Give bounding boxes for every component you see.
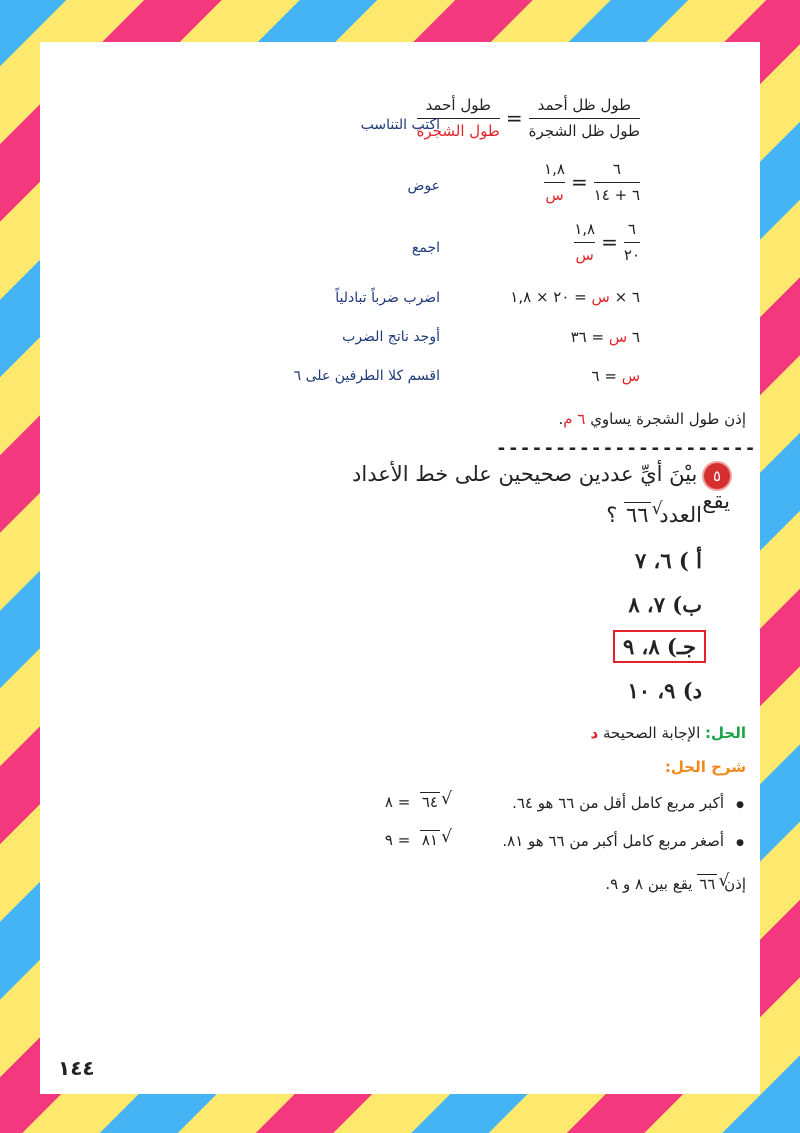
left-fraction: $\frac{\text{طول ظل أحمد}}{\text{طول ظل الشجرة}}$ [528,96,640,140]
conclusion-line: إذن طول الشجرة يساوي ٦ م. [558,410,746,428]
bullet-1-text: أكبر مربع كامل أقل من ٦٦ هو ٦٤. [512,794,724,812]
square-root: ٦٦ √ [624,502,651,527]
bullet-2-text: أصغر مربع كامل أكبر من ٦٦ هو ٨١. [502,832,724,850]
page-number: ١٤٤ [58,1056,95,1080]
step-cross-multiply: اضرب ضرباً تبادلياً [335,290,440,306]
option-a[interactable]: أ ) ٦، ٧ [634,548,702,573]
cross-multiply-row: ٦ × س = ٢٠ × ١,٨ [510,288,640,306]
question-number-badge: ٥ [704,463,730,489]
step-divide: اقسم كلا الطرفين على ٦ [293,368,440,384]
option-d[interactable]: د) ٩، ١٠ [627,678,702,703]
solution-label: الحل: [705,724,746,742]
step-find-product: أوجد ناتج الضرب [342,329,440,345]
substitute-row: $\frac{٦}{٦ + ١٤}$ = $\frac{١,٨}{\text{س}}$ [544,160,640,204]
question-line-2: العدد ٦٦ √ ؟ [606,502,702,527]
bullet-2-math: ٨١ √ = ٩ [385,830,442,849]
bullet-icon: ● [736,838,744,848]
multiply-result-row: ٦ س = ٣٦ [570,328,640,346]
question-box [332,460,740,704]
option-b[interactable]: ب) ٧، ٨ [628,592,702,617]
page [40,42,760,1094]
question-line-1: ٥ بيْنَ أيِّ عددين صحيحين على خط الأعداد يقع [352,462,730,513]
explanation-label: شرح الحل: [664,758,746,776]
add-row: $\frac{٦}{٢٠}$ = $\frac{١,٨}{\text{س}}$ [574,220,640,264]
option-c-selected[interactable]: جـ) ٨، ٩ [613,630,706,663]
step-substitute: عوض [407,178,440,194]
final-conclusion: إذن ٦٦ √ يقع بين ٨ و ٩. [605,874,746,893]
step-add: اجمع [411,240,440,256]
solution-line: الحل: الإجابة الصحيحة د [590,724,746,742]
separator: ---------------------- [496,438,757,459]
bullet-icon: ● [736,800,744,810]
correct-answer: د [590,724,599,742]
proportion-row: $\frac{\text{طول ظل أحمد}}{\text{طول ظل الشجرة}}$ = $\frac{\text{طول أحمد}}{\text{طول الشجرة}}$ [416,96,640,140]
divide-row: س = ٦ [591,367,640,385]
bullet-1-math: ٦٤ √ = ٨ [385,792,442,811]
right-fraction: $\frac{\text{طول أحمد}}{\text{طول الشجرة}}$ [416,96,500,140]
step-write-proportion: اكتب التناسب [360,117,440,133]
